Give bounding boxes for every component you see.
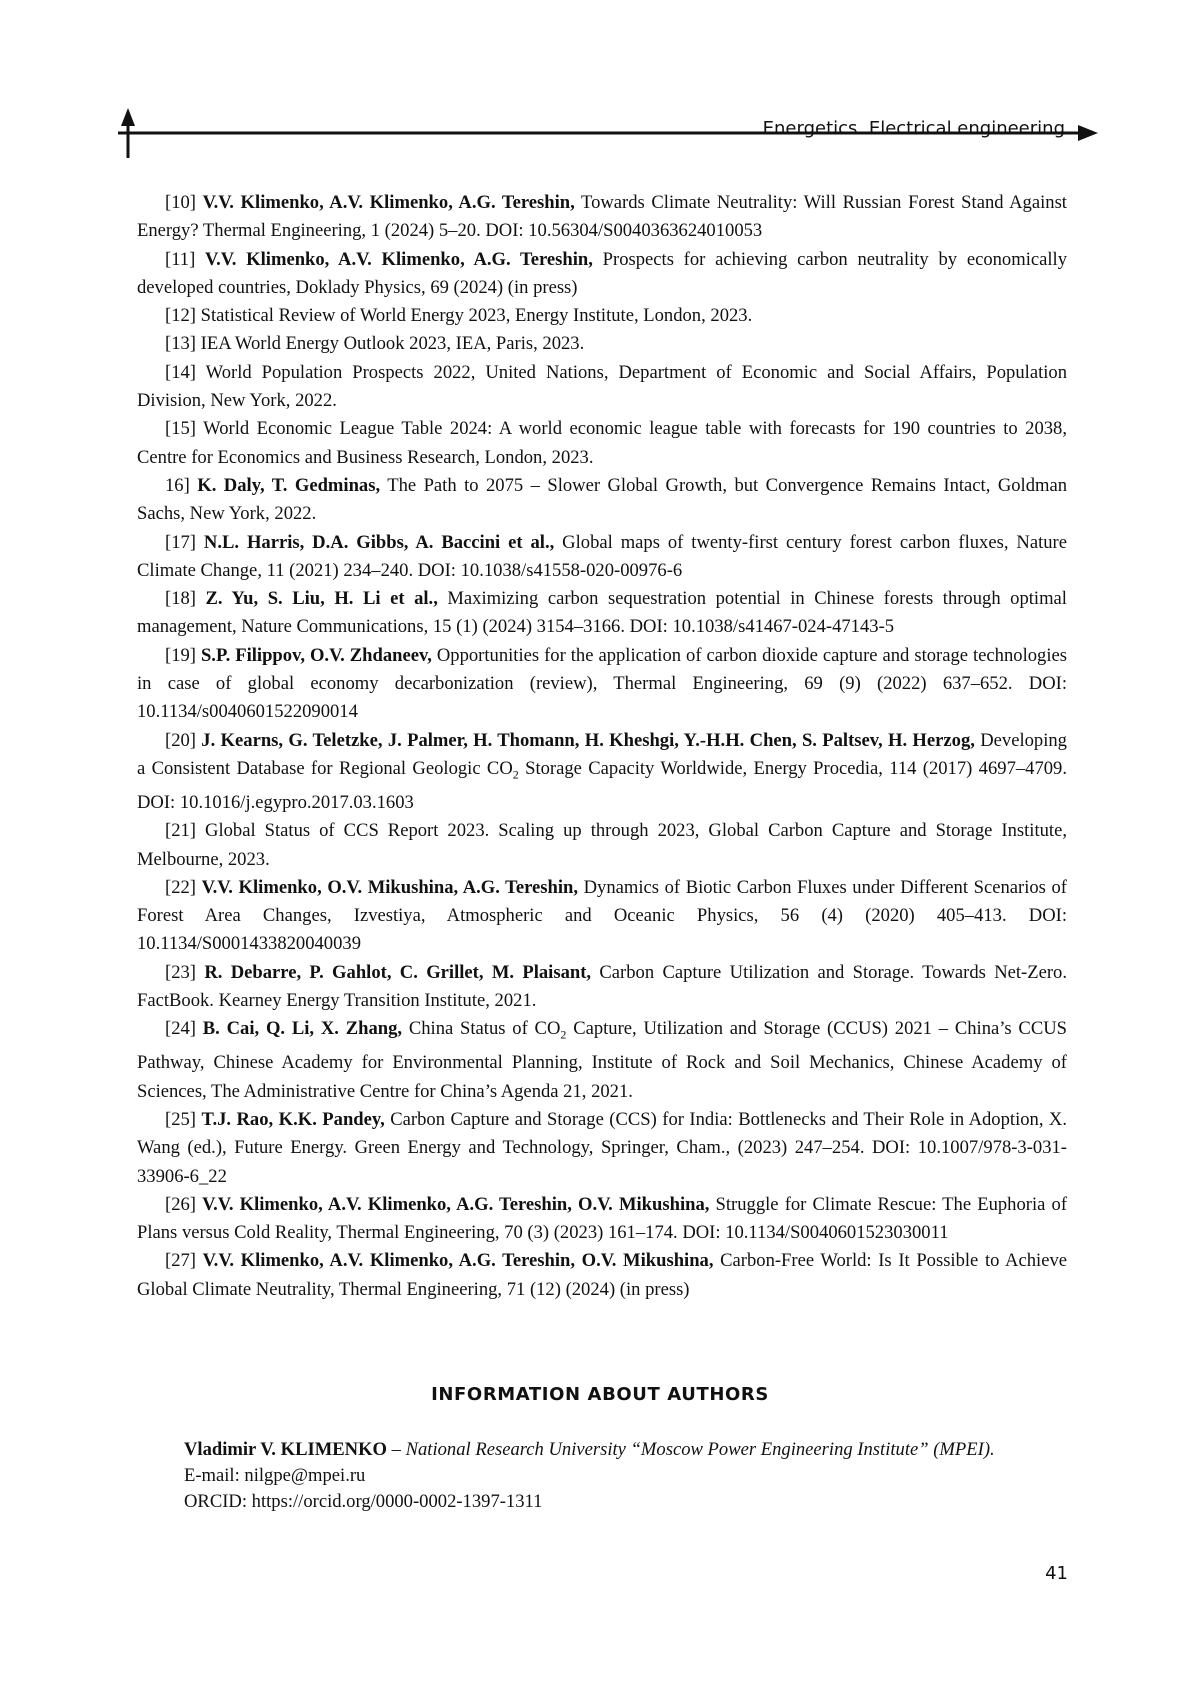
reference-number: [27] [165, 1250, 203, 1272]
reference-authors: Z. Yu, S. Liu, H. Li et al., [205, 588, 438, 610]
reference-text: Global Status of CCS Report 2023. Scaling up through 2023, Global Carbon Capture and Storage Institute, Melbourne, 2023. [137, 820, 1067, 870]
reference-number: [17] [165, 531, 204, 553]
author-separator: – [387, 1439, 406, 1460]
reference-item [137, 246, 1067, 303]
reference-text: Global maps of twenty-first century forest carbon fluxes, Nature Climate Change, 11 (2021) 234–240. DOI: 10.1038/s41558-020-00976-6 [137, 531, 1067, 581]
reference-text: Maximizing carbon sequestration potential in Chinese forests through optimal management, Nature Communications, 15 (1) (2024) 3154–3166. DOI: 10.1038/s41467-024-47143-5 [137, 588, 1067, 638]
reference-number: 16] [165, 474, 198, 496]
reference-authors: V.V. Klimenko, A.V. Klimenko, A.G. Tereshin, O.V. Mikushina, [202, 1193, 710, 1215]
reference-authors: V.V. Klimenko, A.V. Klimenko, A.G. Tereshin, [205, 248, 593, 270]
reference-text-continued: Capture, Utilization and Storage (CCUS) 2021 – China’s CCUS Pathway, Chinese Academy for Environmental Planning, Institute of Rock and Soil Mechanics, Chinese Academy of Sciences, The Administrative Centre for China’s Agenda 21, 2021. [137, 1018, 1068, 1102]
page-number: 41 [1045, 1563, 1068, 1584]
reference-text: Carbon Capture Utilization and Storage. Towards Net-Zero. FactBook. Kearney Energy Transition Institute, 2021. [137, 961, 1067, 1012]
reference-number: [12] [165, 305, 201, 327]
reference-text: The Path to 2075 – Slower Global Growth, but Convergence Remains Intact, Goldman Sachs, New York, 2022. [137, 474, 1068, 525]
reference-item [137, 302, 1067, 330]
reference-item [137, 529, 1067, 586]
reference-authors: J. Kearns, G. Teletzke, J. Palmer, H. Thomann, H. Kheshgi, Y.-H.H. Chen, S. Paltsev, H. Herzog, [201, 729, 975, 751]
reference-number: [25] [165, 1108, 202, 1130]
author-name: Vladimir V. KLIMENKO [184, 1439, 388, 1460]
reference-item [137, 874, 1067, 959]
reference-number: [23] [165, 961, 205, 983]
reference-text-continued: Storage Capacity Worldwide, Energy Procedia, 114 (2017) 4697–4709. DOI: 10.1016/j.egypro.2017.03.1603 [137, 757, 1068, 813]
reference-number: [21] [165, 820, 206, 842]
reference-text: Carbon-Free World: Is It Possible to Achieve Global Climate Neutrality, Thermal Engineering, 71 (12) (2024) (in press) [137, 1250, 1067, 1300]
reference-text: Statistical Review of World Energy 2023, Energy Institute, London, 2023. [200, 305, 753, 327]
reference-number: [20] [165, 729, 202, 751]
reference-item [137, 1191, 1067, 1248]
reference-number: [10] [165, 192, 203, 213]
reference-item [137, 817, 1067, 874]
reference-number: [14] [165, 361, 206, 383]
reference-item [137, 959, 1067, 1016]
reference-authors: V.V. Klimenko, A.V. Klimenko, A.G. Tereshin, [202, 192, 575, 213]
reference-item [137, 1106, 1067, 1191]
subscript: 2 [512, 767, 519, 782]
reference-number: [19] [165, 644, 201, 666]
reference-number: [13] [165, 333, 201, 355]
reference-text: China Status of CO [402, 1018, 561, 1040]
reference-authors: S.P. Filippov, O.V. Zhdaneev, [200, 644, 432, 666]
reference-authors: V.V. Klimenko, O.V. Mikushina, A.G. Tereshin, [201, 876, 579, 898]
reference-text: IEA World Energy Outlook 2023, IEA, Paris, 2023. [200, 333, 585, 355]
journal-section-title: Energetics. Electrical engineering [762, 118, 1065, 139]
reference-item [137, 727, 1067, 818]
author-email: E-mail: nilgpe@mpei.ru [184, 1465, 366, 1486]
author-line [184, 1437, 1034, 1463]
reference-text: Dynamics of Biotic Carbon Fluxes under Different Scenarios of Forest Area Changes, Izvestiya, Atmospheric and Oceanic Physics, 56 (4) (2020) 405–413. DOI: 10.1134/S0001433820040039 [137, 876, 1067, 955]
reference-text: World Economic League Table 2024: A world economic league table with forecasts for 190 countries to 2038, Centre for Economics and Business Research, London, 2023. [137, 418, 1067, 468]
reference-item [137, 1015, 1067, 1106]
reference-number: [11] [165, 248, 206, 270]
subscript: 2 [560, 1028, 567, 1043]
reference-item [137, 359, 1067, 416]
reference-item [137, 585, 1067, 642]
reference-item [137, 642, 1067, 727]
reference-item [137, 1247, 1067, 1304]
authors-heading: INFORMATION ABOUT AUTHORS [431, 1384, 769, 1405]
reference-item [137, 472, 1067, 529]
running-header [118, 108, 1098, 168]
reference-text: Developing a Consistent Database for Regional Geologic CO [137, 729, 1067, 779]
reference-number: [24] [165, 1018, 203, 1040]
reference-authors: K. Daly, T. Gedminas, [197, 474, 381, 496]
reference-authors: T.J. Rao, K.K. Pandey, [201, 1108, 385, 1130]
reference-text: Carbon Capture and Storage (CCS) for India: Bottlenecks and Their Role in Adoption, X. Wang (ed.), Future Energy. Green Energy and Technology, Springer, Cham., (2023) 247–254. DOI: 10.1007/978-3-031-33906-6_22 [137, 1108, 1067, 1187]
reference-item [137, 330, 1067, 358]
author-orcid: ORCID: https://orcid.org/0000-0002-1397-1311 [184, 1491, 543, 1512]
reference-number: [15] [165, 418, 204, 440]
reference-authors: V.V. Klimenko, A.V. Klimenko, A.G. Tereshin, O.V. Mikushina, [202, 1250, 714, 1272]
reference-text: Towards Climate Neutrality: Will Russian Forest Stand Against Energy? Thermal Engineering, 1 (2024) 5–20. DOI: 10.56304/S0040363624010053 [137, 192, 1067, 242]
references-list [137, 189, 1067, 1304]
reference-authors: B. Cai, Q. Li, X. Zhang, [202, 1018, 403, 1040]
reference-text: Opportunities for the application of carbon dioxide capture and storage technologies in case of global economy decarbonization (review), Thermal Engineering, 69 (9) (2022) 637–652. DOI: 10.1134/s0040601522090014 [137, 644, 1067, 723]
reference-text: Prospects for achieving carbon neutrality by economically developed countries, Doklady Physics, 69 (2024) (in press) [137, 248, 1067, 298]
reference-text: World Population Prospects 2022, United Nations, Department of Economic and Social Affairs, Population Division, New York, 2022. [137, 361, 1067, 412]
reference-authors: R. Debarre, P. Gahlot, C. Grillet, M. Plaisant, [204, 961, 592, 983]
reference-text: Struggle for Climate Rescue: The Euphoria of Plans versus Cold Reality, Thermal Engineering, 70 (3) (2023) 161–174. DOI: 10.1134/S0040601523030011 [137, 1193, 1068, 1244]
reference-number: [18] [165, 588, 206, 610]
author-info [184, 1437, 1034, 1515]
reference-item [137, 415, 1067, 472]
author-affiliation: National Research University “Moscow Power Engineering Institute” (MPEI). [405, 1439, 995, 1460]
reference-authors: N.L. Harris, D.A. Gibbs, A. Baccini et al., [203, 531, 555, 553]
reference-number: [22] [165, 876, 202, 898]
reference-number: [26] [165, 1193, 203, 1215]
reference-item [137, 189, 1067, 246]
